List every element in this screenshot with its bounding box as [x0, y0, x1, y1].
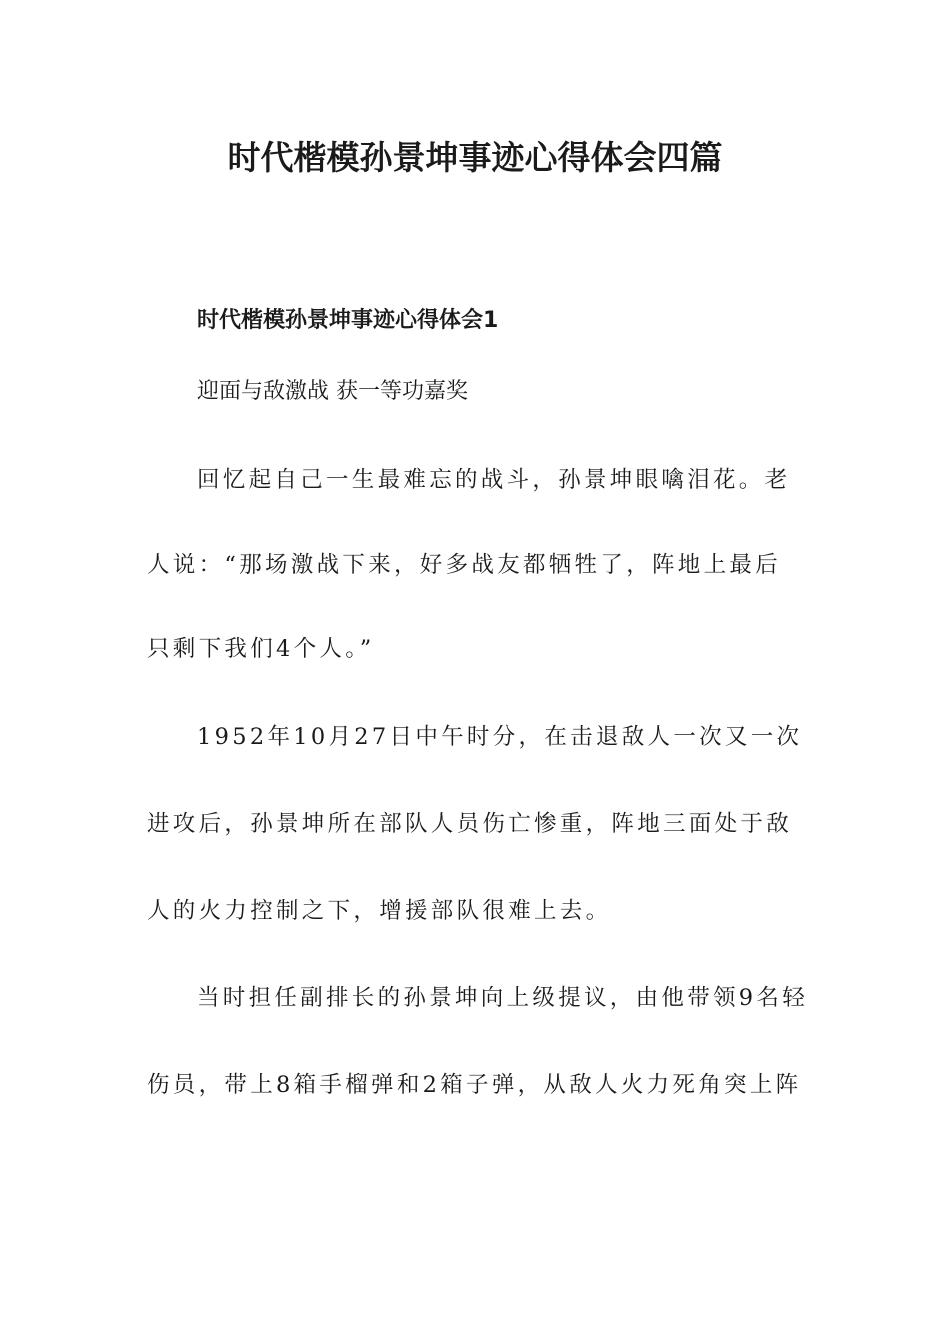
document-title: 时代楷模孙景坤事迹心得体会四篇	[227, 138, 723, 177]
paragraph-2-line-1: 1952年10月27日中午时分，在击退敌人一次又一次	[197, 724, 803, 750]
paragraph-3-line-2: 伤员，带上8箱手榴弹和2箱子弹，从敌人火力死角突上阵	[147, 1072, 802, 1098]
section-heading: 时代楷模孙景坤事迹心得体会1	[197, 308, 499, 333]
paragraph-1-line-2: 人说：“那场激战下来，好多战友都牺牲了，阵地上最后	[147, 552, 782, 578]
subheading: 迎面与敌激战 获一等功嘉奖	[197, 379, 468, 404]
paragraph-1-line-3: 只剩下我们4个人。”	[147, 636, 375, 662]
paragraph-3-line-1: 当时担任副排长的孙景坤向上级提议，由他带领9名轻	[197, 985, 809, 1011]
paragraph-2-line-3: 人的火力控制之下，增援部队很难上去。	[147, 898, 612, 924]
paragraph-1-line-1: 回忆起自己一生最难忘的战斗，孙景坤眼噙泪花。老	[197, 467, 791, 493]
paragraph-2-line-2: 进攻后，孙景坤所在部队人员伤亡惨重，阵地三面处于敌	[147, 811, 793, 837]
